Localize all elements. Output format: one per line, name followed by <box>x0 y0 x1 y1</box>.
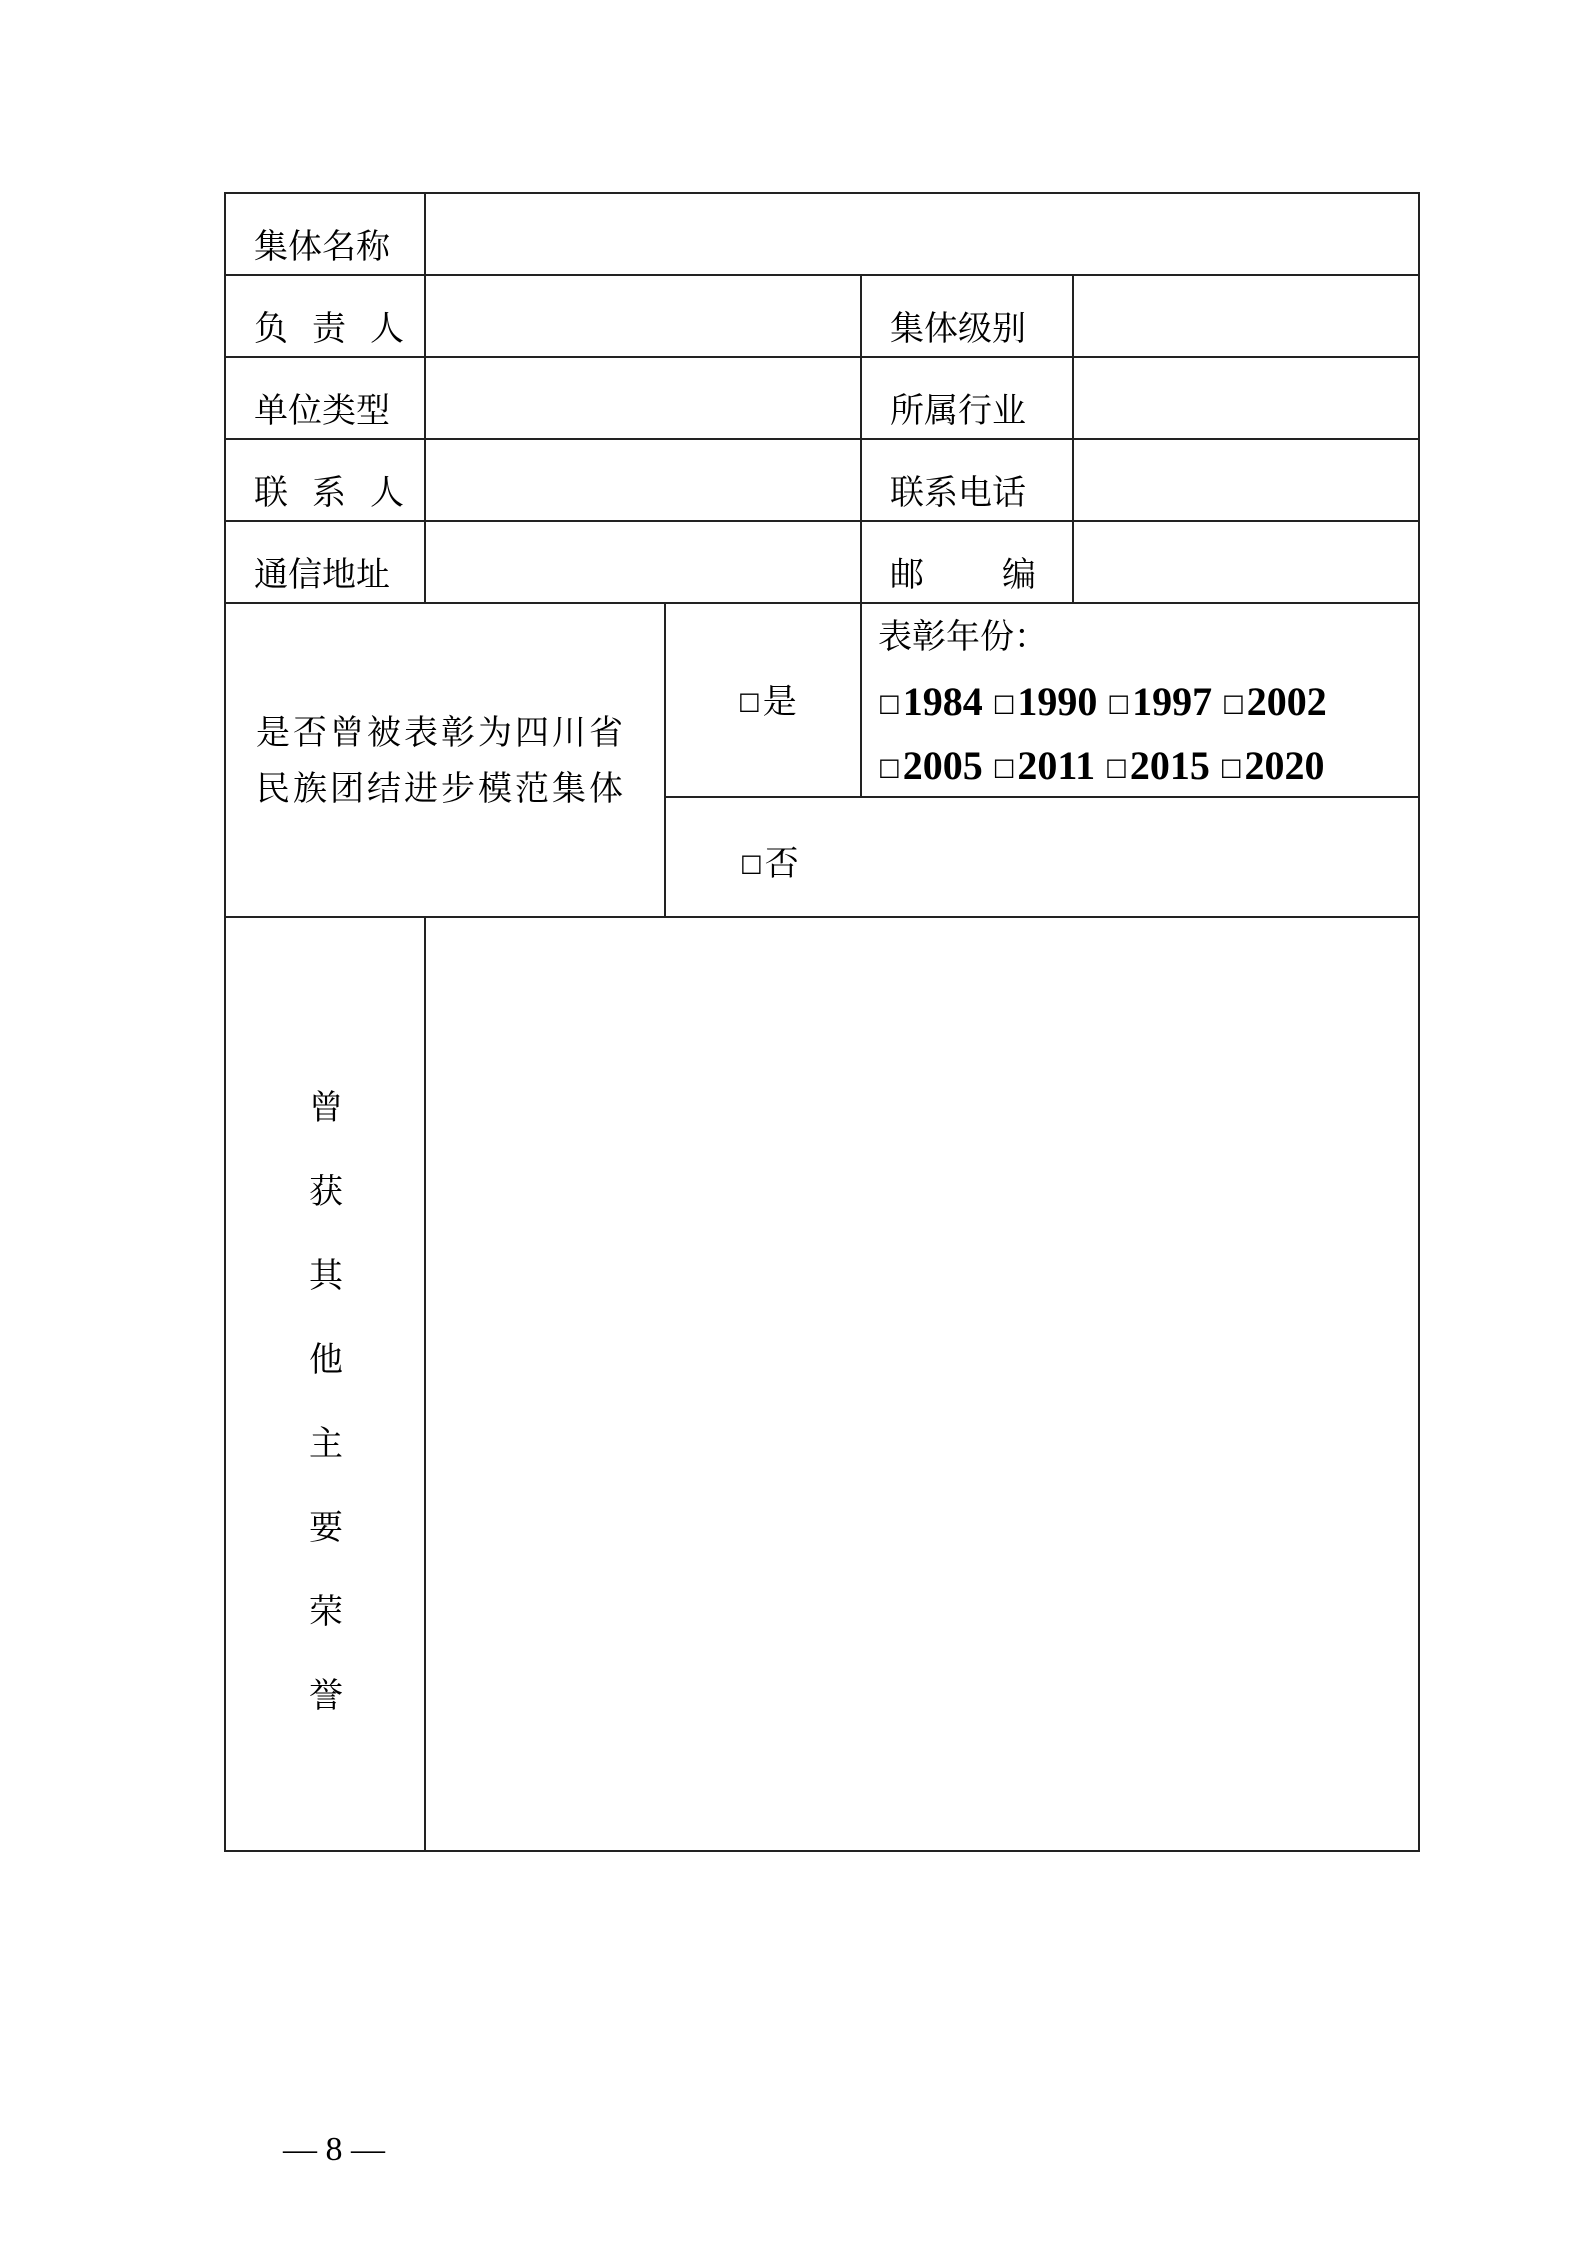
address-field[interactable] <box>424 520 862 604</box>
year-option-1997[interactable] <box>1107 679 1212 724</box>
year-option-2015[interactable] <box>1105 743 1210 788</box>
honors-char-5: 主 <box>309 1424 343 1464</box>
years-row-2 <box>878 742 1325 789</box>
label-cell-address <box>224 520 426 604</box>
commendation-question-cell <box>224 602 666 918</box>
contact-phone-label: 联系电话 <box>890 473 1026 513</box>
contact-person-label: 联系人 <box>254 473 428 513</box>
years-row-1 <box>878 678 1327 725</box>
year-label-2020: 2020 <box>1244 743 1325 788</box>
year-checkbox-1997[interactable]: □ <box>1107 689 1131 717</box>
contact-phone-field[interactable] <box>1072 438 1420 522</box>
commendation-years-cell <box>860 602 1420 798</box>
label-cell-unit-type <box>224 356 426 440</box>
label-cell-industry <box>860 356 1074 440</box>
year-option-2020[interactable] <box>1220 743 1325 788</box>
year-checkbox-1990[interactable]: □ <box>992 689 1016 717</box>
commendation-no-cell <box>664 796 1420 918</box>
collective-name-label: 集体名称 <box>254 227 390 267</box>
industry-label: 所属行业 <box>890 391 1026 431</box>
no-checkbox[interactable] <box>740 836 799 885</box>
year-label-2005: 2005 <box>902 743 983 788</box>
industry-field[interactable] <box>1072 356 1420 440</box>
year-option-2005[interactable] <box>878 743 983 788</box>
yes-checkbox-box[interactable]: □ <box>738 687 761 715</box>
year-label-1984: 1984 <box>902 679 983 724</box>
unit-type-field[interactable] <box>424 356 862 440</box>
honors-char-1: 曾 <box>309 1088 343 1128</box>
responsible-person-label: 负责人 <box>254 309 428 349</box>
year-label-1997: 1997 <box>1132 679 1213 724</box>
year-checkbox-2020[interactable]: □ <box>1219 753 1243 781</box>
postcode-field[interactable] <box>1072 520 1420 604</box>
years-title: 表彰年份： <box>878 617 1048 657</box>
honors-char-7: 荣 <box>309 1592 343 1632</box>
year-option-2011[interactable] <box>993 743 1095 788</box>
commendation-yes-cell <box>664 602 862 798</box>
unit-type-label: 单位类型 <box>254 391 390 431</box>
year-checkbox-2005[interactable]: □ <box>878 753 901 781</box>
commendation-question-line1: 是否曾被表彰为四川省 <box>256 713 626 753</box>
collective-level-field[interactable] <box>1072 274 1420 358</box>
honors-char-6: 要 <box>309 1508 343 1548</box>
contact-person-field[interactable] <box>424 438 862 522</box>
label-cell-postcode <box>860 520 1114 604</box>
year-label-2011: 2011 <box>1017 743 1096 788</box>
honors-char-4: 他 <box>309 1340 343 1380</box>
collective-level-label: 集体级别 <box>890 309 1026 349</box>
year-option-1990[interactable] <box>993 679 1098 724</box>
year-label-2002: 2002 <box>1246 679 1327 724</box>
address-label: 通信地址 <box>254 555 390 595</box>
label-cell-contact-phone <box>860 438 1074 522</box>
label-cell-collective-level <box>860 274 1074 358</box>
year-checkbox-1984[interactable]: □ <box>878 689 901 717</box>
commendation-question-line2: 民族团结进步模范集体 <box>256 769 626 809</box>
honors-char-8: 誉 <box>309 1676 343 1716</box>
year-checkbox-2015[interactable]: □ <box>1105 753 1128 781</box>
honors-char-2: 获 <box>309 1172 343 1212</box>
year-option-2002[interactable] <box>1222 679 1327 724</box>
honors-char-3: 其 <box>309 1256 343 1296</box>
year-label-2015: 2015 <box>1129 743 1210 788</box>
yes-checkbox-label: 是 <box>762 682 797 722</box>
honors-field[interactable] <box>424 916 1420 1852</box>
responsible-person-field[interactable] <box>424 274 862 358</box>
year-option-1984[interactable] <box>878 679 983 724</box>
label-cell-collective-name <box>224 192 426 276</box>
registration-form-table <box>224 192 1420 1852</box>
year-checkbox-2011[interactable]: □ <box>992 753 1016 781</box>
page-number: — 8 — <box>283 2131 385 2168</box>
year-label-1990: 1990 <box>1017 679 1098 724</box>
label-cell-contact-person <box>224 438 426 522</box>
no-checkbox-label: 否 <box>764 844 799 884</box>
yes-checkbox[interactable] <box>738 674 797 723</box>
no-checkbox-box[interactable]: □ <box>740 849 763 877</box>
collective-name-field[interactable] <box>424 192 1420 276</box>
postcode-label: 邮编 <box>890 555 1114 595</box>
label-cell-responsible-person <box>224 274 426 358</box>
honors-label-cell <box>224 916 426 1852</box>
year-checkbox-2002[interactable]: □ <box>1222 689 1245 717</box>
honors-label-vertical <box>226 1066 426 1738</box>
